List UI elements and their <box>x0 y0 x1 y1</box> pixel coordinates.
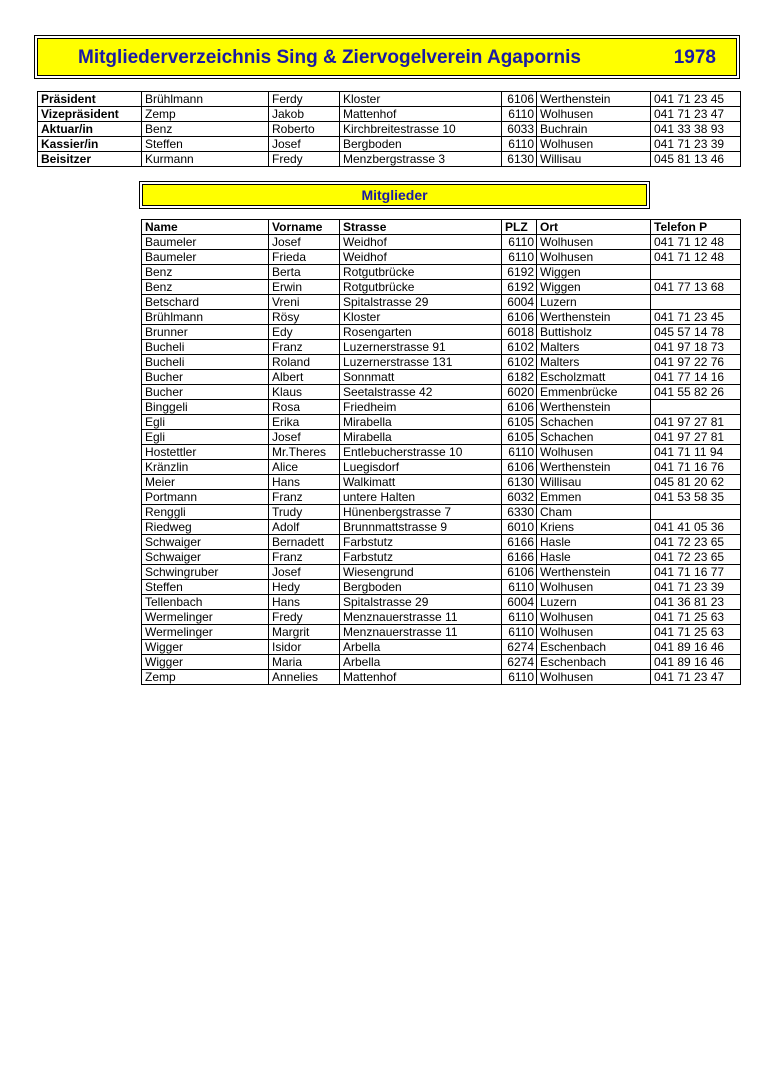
cell-vorname: Rösy <box>269 310 340 325</box>
cell-strasse: Sonnmatt <box>340 370 502 385</box>
cell-telefon: 041 71 12 48 <box>651 235 741 250</box>
cell-plz: 6106 <box>502 310 537 325</box>
cell-vorname: Klaus <box>269 385 340 400</box>
cell-telefon: 045 57 14 78 <box>651 325 741 340</box>
cell-telefon: 041 97 18 73 <box>651 340 741 355</box>
cell-plz: 6105 <box>502 430 537 445</box>
cell-ort: Werthenstein <box>537 92 651 107</box>
cell-ort: Malters <box>537 340 651 355</box>
cell-name: Schwingruber <box>142 565 269 580</box>
cell-strasse: Weidhof <box>340 250 502 265</box>
cell-name: Wigger <box>142 655 269 670</box>
cell-vorname: Maria <box>269 655 340 670</box>
cell-plz: 6004 <box>502 595 537 610</box>
cell-name: Tellenbach <box>142 595 269 610</box>
members-section-box <box>139 181 650 209</box>
cell-ort: Hasle <box>537 550 651 565</box>
cell-ort: Wolhusen <box>537 625 651 640</box>
cell-plz: 6130 <box>502 475 537 490</box>
table-row <box>142 400 741 415</box>
cell-plz: 6033 <box>502 122 537 137</box>
cell-strasse: Mattenhof <box>340 107 502 122</box>
cell-role: Präsident <box>38 92 142 107</box>
cell-vorname: Albert <box>269 370 340 385</box>
cell-name: Benz <box>142 265 269 280</box>
members-section-title: Mitglieder <box>361 187 428 203</box>
cell-ort: Schachen <box>537 415 651 430</box>
cell-ort: Wiggen <box>537 265 651 280</box>
cell-telefon: 041 72 23 65 <box>651 550 741 565</box>
cell-vorname: Mr.Theres <box>269 445 340 460</box>
cell-telefon: 045 81 13 46 <box>651 152 741 167</box>
header-strasse: Strasse <box>340 220 502 235</box>
cell-telefon: 045 81 20 62 <box>651 475 741 490</box>
cell-vorname: Ferdy <box>269 92 340 107</box>
cell-name: Egli <box>142 415 269 430</box>
cell-telefon <box>651 295 741 310</box>
cell-strasse: Luzernerstrasse 91 <box>340 340 502 355</box>
cell-vorname: Berta <box>269 265 340 280</box>
cell-strasse: Kloster <box>340 310 502 325</box>
cell-strasse: Spitalstrasse 29 <box>340 295 502 310</box>
cell-vorname: Frieda <box>269 250 340 265</box>
cell-name: Zemp <box>142 107 269 122</box>
cell-name: Riedweg <box>142 520 269 535</box>
cell-strasse: Spitalstrasse 29 <box>340 595 502 610</box>
cell-name: Schwaiger <box>142 535 269 550</box>
cell-vorname: Hans <box>269 595 340 610</box>
table-row <box>142 265 741 280</box>
header-plz: PLZ <box>502 220 537 235</box>
page-year: 1978 <box>673 47 716 68</box>
table-row <box>142 565 741 580</box>
table-row <box>142 490 741 505</box>
cell-name: Betschard <box>142 295 269 310</box>
cell-plz: 6106 <box>502 92 537 107</box>
cell-telefon: 041 33 38 93 <box>651 122 741 137</box>
table-row <box>142 625 741 640</box>
cell-vorname: Josef <box>269 430 340 445</box>
cell-plz: 6274 <box>502 655 537 670</box>
cell-name: Bucheli <box>142 355 269 370</box>
cell-telefon: 041 89 16 46 <box>651 640 741 655</box>
cell-vorname: Hans <box>269 475 340 490</box>
table-row <box>142 355 741 370</box>
cell-name: Brunner <box>142 325 269 340</box>
members-table-body <box>142 235 741 685</box>
cell-vorname: Fredy <box>269 610 340 625</box>
table-row <box>142 550 741 565</box>
cell-vorname: Trudy <box>269 505 340 520</box>
cell-telefon: 041 71 16 77 <box>651 565 741 580</box>
cell-ort: Emmen <box>537 490 651 505</box>
cell-strasse: Bergboden <box>340 137 502 152</box>
cell-vorname: Adolf <box>269 520 340 535</box>
cell-telefon: 041 97 22 76 <box>651 355 741 370</box>
table-row <box>142 280 741 295</box>
board-table-body <box>38 92 741 167</box>
cell-ort: Werthenstein <box>537 310 651 325</box>
cell-plz: 6010 <box>502 520 537 535</box>
cell-name: Brühlmann <box>142 310 269 325</box>
cell-ort: Werthenstein <box>537 565 651 580</box>
cell-telefon: 041 97 27 81 <box>651 415 741 430</box>
cell-plz: 6110 <box>502 250 537 265</box>
cell-strasse: Farbstutz <box>340 550 502 565</box>
cell-vorname: Fredy <box>269 152 340 167</box>
cell-name: Steffen <box>142 580 269 595</box>
cell-ort: Eschenbach <box>537 640 651 655</box>
cell-vorname: Roberto <box>269 122 340 137</box>
cell-name: Wermelinger <box>142 610 269 625</box>
table-row <box>142 460 741 475</box>
cell-ort: Buchrain <box>537 122 651 137</box>
cell-plz: 6105 <box>502 415 537 430</box>
cell-telefon: 041 72 23 65 <box>651 535 741 550</box>
cell-name: Baumeler <box>142 235 269 250</box>
cell-ort: Hasle <box>537 535 651 550</box>
cell-plz: 6192 <box>502 265 537 280</box>
cell-ort: Malters <box>537 355 651 370</box>
table-row <box>142 445 741 460</box>
cell-name: Egli <box>142 430 269 445</box>
table-row <box>142 535 741 550</box>
cell-plz: 6166 <box>502 550 537 565</box>
table-row <box>142 415 741 430</box>
cell-vorname: Edy <box>269 325 340 340</box>
cell-telefon: 041 71 23 45 <box>651 92 741 107</box>
cell-role: Vizepräsident <box>38 107 142 122</box>
cell-name: Brühlmann <box>142 92 269 107</box>
cell-plz: 6192 <box>502 280 537 295</box>
cell-vorname: Vreni <box>269 295 340 310</box>
header-name: Name <box>142 220 269 235</box>
cell-plz: 6274 <box>502 640 537 655</box>
page-title: Mitgliederverzeichnis Sing & Ziervogelverein Agapornis <box>78 47 581 68</box>
cell-vorname: Annelies <box>269 670 340 685</box>
cell-ort: Eschenbach <box>537 655 651 670</box>
cell-name: Bucheli <box>142 340 269 355</box>
cell-name: Kränzlin <box>142 460 269 475</box>
table-row <box>142 325 741 340</box>
cell-telefon: 041 41 05 36 <box>651 520 741 535</box>
cell-ort: Luzern <box>537 295 651 310</box>
cell-plz: 6110 <box>502 610 537 625</box>
cell-name: Schwaiger <box>142 550 269 565</box>
cell-telefon: 041 97 27 81 <box>651 430 741 445</box>
members-table <box>141 219 741 685</box>
cell-name: Hostettler <box>142 445 269 460</box>
cell-telefon: 041 77 13 68 <box>651 280 741 295</box>
cell-role: Kassier/in <box>38 137 142 152</box>
table-row <box>142 640 741 655</box>
table-row <box>38 92 741 107</box>
table-row <box>142 610 741 625</box>
header-telefon: Telefon P <box>651 220 741 235</box>
cell-name: Bucher <box>142 370 269 385</box>
cell-strasse: Friedheim <box>340 400 502 415</box>
cell-name: Benz <box>142 122 269 137</box>
cell-ort: Escholzmatt <box>537 370 651 385</box>
cell-ort: Wolhusen <box>537 580 651 595</box>
cell-name: Wigger <box>142 640 269 655</box>
cell-ort: Werthenstein <box>537 460 651 475</box>
cell-name: Baumeler <box>142 250 269 265</box>
cell-vorname: Franz <box>269 340 340 355</box>
cell-ort: Werthenstein <box>537 400 651 415</box>
cell-strasse: Kirchbreitestrasse 10 <box>340 122 502 137</box>
table-row <box>142 430 741 445</box>
cell-strasse: Seetalstrasse 42 <box>340 385 502 400</box>
cell-strasse: Bergboden <box>340 580 502 595</box>
cell-plz: 6110 <box>502 445 537 460</box>
cell-name: Binggeli <box>142 400 269 415</box>
cell-vorname: Isidor <box>269 640 340 655</box>
cell-name: Zemp <box>142 670 269 685</box>
cell-strasse: Menznauerstrasse 11 <box>340 610 502 625</box>
cell-name: Renggli <box>142 505 269 520</box>
cell-ort: Wiggen <box>537 280 651 295</box>
table-row <box>142 295 741 310</box>
cell-telefon: 041 71 11 94 <box>651 445 741 460</box>
cell-ort: Wolhusen <box>537 670 651 685</box>
cell-telefon: 041 71 23 39 <box>651 137 741 152</box>
cell-role: Beisitzer <box>38 152 142 167</box>
cell-vorname: Josef <box>269 235 340 250</box>
cell-plz: 6110 <box>502 235 537 250</box>
table-row <box>142 595 741 610</box>
cell-vorname: Franz <box>269 550 340 565</box>
cell-plz: 6110 <box>502 670 537 685</box>
cell-plz: 6330 <box>502 505 537 520</box>
cell-name: Kurmann <box>142 152 269 167</box>
cell-strasse: Weidhof <box>340 235 502 250</box>
cell-telefon <box>651 400 741 415</box>
cell-telefon: 041 71 25 63 <box>651 610 741 625</box>
table-row <box>142 580 741 595</box>
table-row <box>142 250 741 265</box>
cell-name: Benz <box>142 280 269 295</box>
cell-ort: Wolhusen <box>537 137 651 152</box>
members-section-banner <box>142 184 647 206</box>
cell-strasse: untere Halten <box>340 490 502 505</box>
cell-name: Bucher <box>142 385 269 400</box>
cell-name: Steffen <box>142 137 269 152</box>
cell-strasse: Entlebucherstrasse 10 <box>340 445 502 460</box>
table-row <box>142 235 741 250</box>
cell-strasse: Hünenbergstrasse 7 <box>340 505 502 520</box>
cell-vorname: Jakob <box>269 107 340 122</box>
cell-ort: Wolhusen <box>537 235 651 250</box>
cell-strasse: Menznauerstrasse 11 <box>340 625 502 640</box>
cell-plz: 6182 <box>502 370 537 385</box>
table-row <box>142 385 741 400</box>
cell-plz: 6110 <box>502 625 537 640</box>
cell-strasse: Rotgutbrücke <box>340 280 502 295</box>
cell-ort: Willisau <box>537 152 651 167</box>
cell-plz: 6110 <box>502 107 537 122</box>
cell-ort: Luzern <box>537 595 651 610</box>
table-row <box>142 370 741 385</box>
cell-plz: 6166 <box>502 535 537 550</box>
table-row <box>38 107 741 122</box>
cell-telefon: 041 71 23 47 <box>651 107 741 122</box>
cell-vorname: Rosa <box>269 400 340 415</box>
cell-strasse: Mirabella <box>340 415 502 430</box>
table-row <box>142 475 741 490</box>
cell-strasse: Luzernerstrasse 131 <box>340 355 502 370</box>
cell-plz: 6018 <box>502 325 537 340</box>
cell-telefon: 041 71 23 47 <box>651 670 741 685</box>
cell-ort: Emmenbrücke <box>537 385 651 400</box>
cell-strasse: Luegisdorf <box>340 460 502 475</box>
cell-vorname: Margrit <box>269 625 340 640</box>
cell-vorname: Roland <box>269 355 340 370</box>
cell-vorname: Josef <box>269 565 340 580</box>
cell-name: Wermelinger <box>142 625 269 640</box>
cell-strasse: Rosengarten <box>340 325 502 340</box>
cell-ort: Wolhusen <box>537 445 651 460</box>
cell-telefon: 041 53 58 35 <box>651 490 741 505</box>
cell-strasse: Arbella <box>340 655 502 670</box>
header-vorname: Vorname <box>269 220 340 235</box>
cell-vorname: Bernadett <box>269 535 340 550</box>
cell-ort: Wolhusen <box>537 250 651 265</box>
cell-plz: 6110 <box>502 580 537 595</box>
cell-plz: 6106 <box>502 400 537 415</box>
cell-strasse: Rotgutbrücke <box>340 265 502 280</box>
board-table <box>37 91 741 167</box>
table-row <box>38 122 741 137</box>
cell-telefon: 041 71 25 63 <box>651 625 741 640</box>
cell-telefon: 041 71 16 76 <box>651 460 741 475</box>
cell-strasse: Wiesengrund <box>340 565 502 580</box>
cell-ort: Wolhusen <box>537 107 651 122</box>
cell-ort: Kriens <box>537 520 651 535</box>
cell-telefon: 041 55 82 26 <box>651 385 741 400</box>
cell-strasse: Arbella <box>340 640 502 655</box>
cell-vorname: Erika <box>269 415 340 430</box>
cell-ort: Wolhusen <box>537 610 651 625</box>
cell-ort: Buttisholz <box>537 325 651 340</box>
cell-plz: 6102 <box>502 340 537 355</box>
cell-plz: 6032 <box>502 490 537 505</box>
cell-vorname: Hedy <box>269 580 340 595</box>
cell-telefon: 041 71 23 45 <box>651 310 741 325</box>
cell-telefon: 041 89 16 46 <box>651 655 741 670</box>
cell-vorname: Erwin <box>269 280 340 295</box>
cell-telefon: 041 71 23 39 <box>651 580 741 595</box>
table-row <box>142 670 741 685</box>
cell-role: Aktuar/in <box>38 122 142 137</box>
cell-strasse: Farbstutz <box>340 535 502 550</box>
cell-vorname: Alice <box>269 460 340 475</box>
cell-name: Meier <box>142 475 269 490</box>
members-header-row <box>142 220 741 235</box>
cell-plz: 6102 <box>502 355 537 370</box>
cell-telefon: 041 71 12 48 <box>651 250 741 265</box>
table-row <box>142 310 741 325</box>
table-row <box>38 152 741 167</box>
table-row <box>142 520 741 535</box>
cell-strasse: Mattenhof <box>340 670 502 685</box>
table-row <box>142 655 741 670</box>
header-ort: Ort <box>537 220 651 235</box>
cell-strasse: Menzbergstrasse 3 <box>340 152 502 167</box>
cell-telefon: 041 77 14 16 <box>651 370 741 385</box>
cell-plz: 6106 <box>502 460 537 475</box>
cell-vorname: Franz <box>269 490 340 505</box>
cell-vorname: Josef <box>269 137 340 152</box>
cell-name: Portmann <box>142 490 269 505</box>
cell-plz: 6110 <box>502 137 537 152</box>
cell-plz: 6130 <box>502 152 537 167</box>
cell-ort: Cham <box>537 505 651 520</box>
cell-plz: 6020 <box>502 385 537 400</box>
title-banner <box>37 38 737 76</box>
cell-ort: Willisau <box>537 475 651 490</box>
table-row <box>38 137 741 152</box>
cell-strasse: Brunnmattstrasse 9 <box>340 520 502 535</box>
cell-ort: Schachen <box>537 430 651 445</box>
cell-strasse: Kloster <box>340 92 502 107</box>
cell-plz: 6106 <box>502 565 537 580</box>
title-box <box>34 35 740 79</box>
cell-telefon <box>651 505 741 520</box>
cell-telefon <box>651 265 741 280</box>
cell-telefon: 041 36 81 23 <box>651 595 741 610</box>
cell-strasse: Mirabella <box>340 430 502 445</box>
table-row <box>142 505 741 520</box>
cell-plz: 6004 <box>502 295 537 310</box>
cell-strasse: Walkimatt <box>340 475 502 490</box>
table-row <box>142 340 741 355</box>
